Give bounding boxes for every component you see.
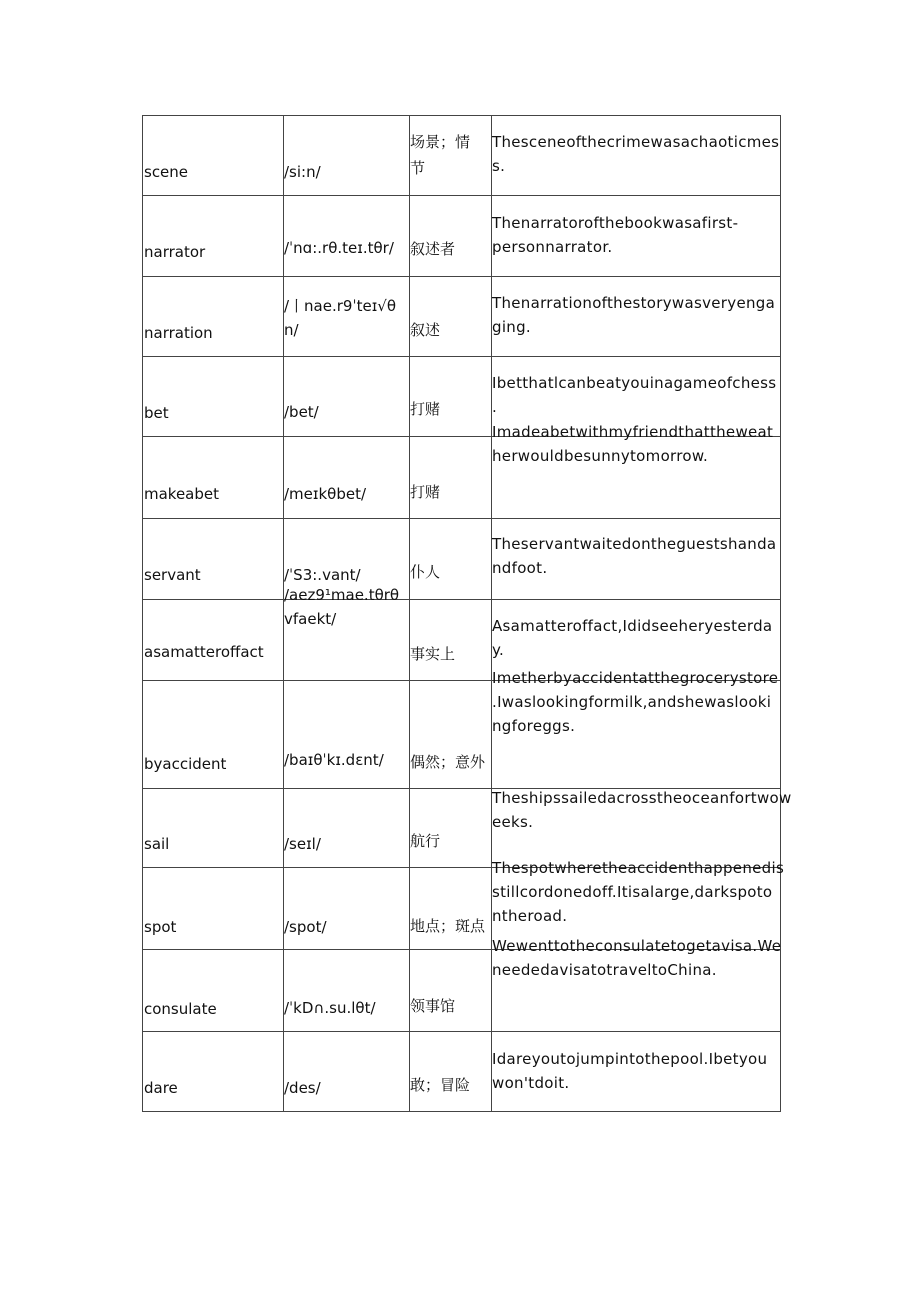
example-sentence: ngforeggs. — [492, 717, 576, 735]
example-sentence: Ibetthatlcanbeatyouinagameofchess — [492, 374, 777, 392]
example-sentence: Theshipssailedacrosstheoceanfortwow — [492, 789, 792, 807]
word-cell: servant — [144, 566, 201, 584]
word-cell: asamatteroffact — [144, 643, 264, 661]
row-rule — [142, 356, 781, 357]
example-sentence: . — [492, 398, 498, 416]
example-sentence: ging. — [492, 318, 531, 336]
phonetic-cell: /ˈS3:.vant/ — [284, 566, 361, 584]
meaning-cell: 仆人 — [410, 563, 441, 581]
meaning-cell: 场景；情 — [410, 133, 471, 151]
phonetic-cell: /ˈnɑ:.rθ.teɪ.tθr/ — [284, 239, 394, 257]
phonetic-cell: /seɪl/ — [284, 835, 321, 853]
row-rule — [142, 1031, 781, 1032]
word-cell: sail — [144, 835, 170, 853]
meaning-cell: 敢；冒险 — [410, 1076, 471, 1094]
meaning-cell: 航行 — [410, 832, 441, 850]
meaning-cell: 打赌 — [410, 483, 441, 501]
column-rule — [142, 115, 143, 1112]
phonetic-cell: /spot/ — [284, 918, 327, 936]
example-sentence: Imetherbyaccidentatthegrocerystore — [492, 669, 779, 687]
word-cell: makeabet — [144, 485, 220, 503]
phonetic-cell: /bet/ — [284, 403, 319, 421]
example-sentence: eeks. — [492, 813, 534, 831]
example-sentence: Thenarratorofthebookwasafirst- — [492, 214, 739, 232]
example-sentence: ntheroad. — [492, 907, 568, 925]
phonetic-cell: /aez9¹mae.tθrθ — [284, 586, 400, 604]
example-sentence: herwouldbesunnytomorrow. — [492, 447, 709, 465]
meaning-cell: 叙述者 — [410, 240, 456, 258]
phonetic-cell: /des/ — [284, 1079, 321, 1097]
row-rule — [142, 599, 781, 600]
row-rule — [142, 195, 781, 196]
meaning-cell: 节 — [410, 159, 426, 177]
example-sentence: .Iwaslookingformilk,andshewaslooki — [492, 693, 772, 711]
example-sentence: ndfoot. — [492, 559, 548, 577]
word-cell: narrator — [144, 243, 206, 261]
word-cell: narration — [144, 324, 213, 342]
column-rule — [409, 115, 410, 1112]
meaning-cell: 领事馆 — [410, 997, 456, 1015]
row-rule — [142, 1111, 781, 1112]
word-cell: byaccident — [144, 755, 227, 773]
example-sentence: personnarrator. — [492, 238, 613, 256]
meaning-cell: 偶然；意外 — [410, 753, 486, 771]
example-sentence: Wewenttotheconsulatetogetavisa.We — [492, 937, 782, 955]
example-sentence: Thenarrationofthestorywasveryenga — [492, 294, 776, 312]
example-sentence: y. — [492, 641, 505, 659]
column-rule — [780, 115, 781, 1112]
word-cell: dare — [144, 1079, 178, 1097]
row-rule — [142, 115, 781, 116]
word-cell: spot — [144, 918, 177, 936]
word-cell: consulate — [144, 1000, 217, 1018]
example-sentence: Imadeabetwithmyfriendthatthewеat — [492, 423, 774, 441]
meaning-cell: 事实上 — [410, 645, 456, 663]
meaning-cell: 地点；斑点 — [410, 917, 486, 935]
row-rule — [142, 276, 781, 277]
example-sentence: Theservantwaitedontheguestshanda — [492, 535, 777, 553]
example-sentence: won'tdoit. — [492, 1074, 570, 1092]
phonetic-cell: n/ — [284, 321, 299, 339]
phonetic-cell: /meɪkθbet/ — [284, 485, 367, 503]
example-sentence: stillcordonedoff.Itisalarge,darkspoto — [492, 883, 773, 901]
phonetic-cell: /丨nae.r9ˈteɪ√θ — [284, 297, 397, 315]
phonetic-cell: /baɪθˈkɪ.dεnt/ — [284, 751, 384, 769]
example-sentence: neededavisatotraveltoChina. — [492, 961, 717, 979]
row-rule — [142, 518, 781, 519]
meaning-cell: 打赌 — [410, 400, 441, 418]
example-sentence: Idareyoutojumpintothepool.Ibetyou — [492, 1050, 768, 1068]
phonetic-cell: /si:n/ — [284, 163, 321, 181]
example-sentence: Asamatteroffact,Ididseeheryesterda — [492, 617, 773, 635]
meaning-cell: 叙述 — [410, 321, 441, 339]
example-sentence: s. — [492, 157, 506, 175]
example-sentence: Thesceneofthecrimewasachaoticmes — [492, 133, 780, 151]
phonetic-cell: vfaekt/ — [284, 610, 337, 628]
word-cell: bet — [144, 404, 169, 422]
word-cell: scene — [144, 163, 189, 181]
phonetic-cell: /ˈkD∩.su.lθt/ — [284, 999, 376, 1017]
example-sentence: Thespotwheretheaccidenthappenedis — [492, 859, 785, 877]
